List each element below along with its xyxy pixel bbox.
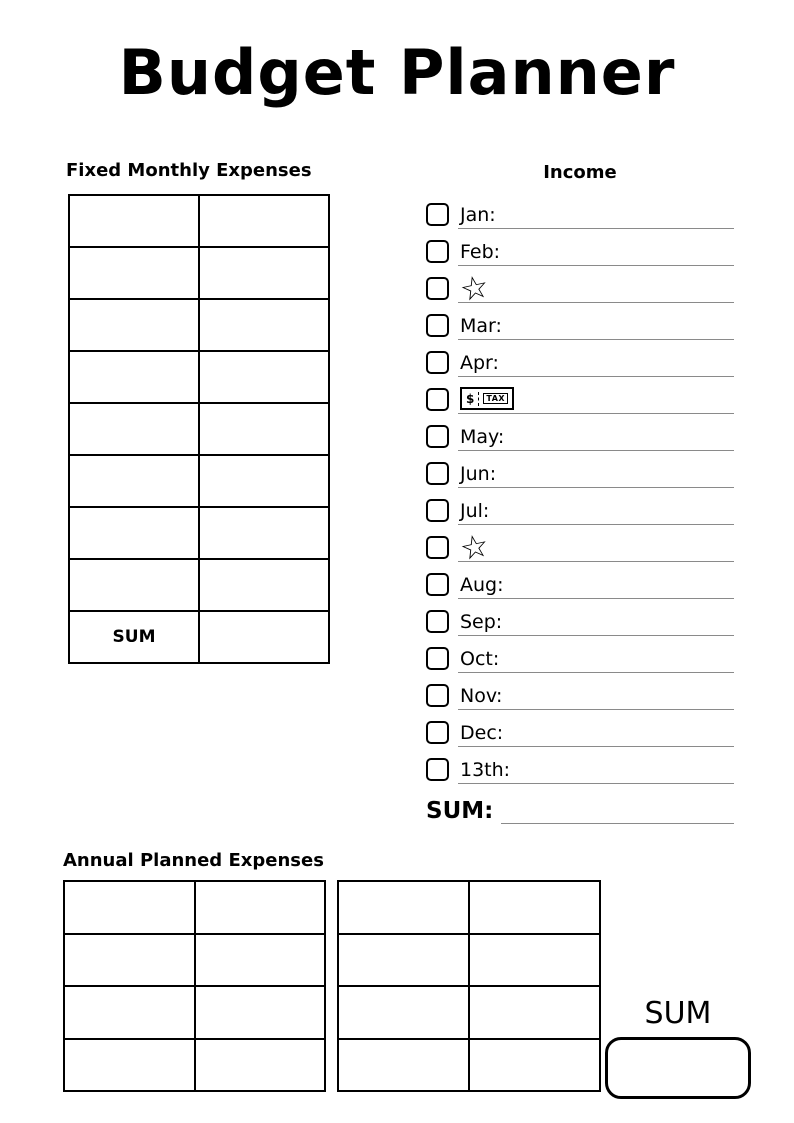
income-checkbox[interactable]: [426, 462, 449, 485]
income-field[interactable]: [458, 459, 734, 488]
income-sum-label: SUM:: [426, 798, 494, 824]
table-row: [339, 935, 599, 988]
income-row: [426, 525, 734, 569]
income-field[interactable]: [458, 681, 734, 710]
income-sum-field[interactable]: [501, 798, 734, 824]
table-cell[interactable]: [196, 1040, 325, 1091]
income-row: [426, 562, 734, 599]
table-cell[interactable]: [339, 987, 470, 1038]
table-cell[interactable]: [470, 935, 599, 986]
fixed-sum-label-cell: SUM: [70, 612, 200, 662]
table-cell[interactable]: [70, 300, 200, 350]
table-row: [65, 987, 324, 1040]
income-field[interactable]: [458, 422, 734, 451]
table-row: [339, 882, 599, 935]
table-cell[interactable]: [200, 196, 328, 246]
table-row: [65, 1040, 324, 1091]
income-month-label: Feb:: [460, 241, 501, 263]
income-field[interactable]: [458, 644, 734, 673]
income-field[interactable]: [458, 755, 734, 784]
income-row: [426, 599, 734, 636]
income-field[interactable]: [458, 311, 734, 340]
income-section: [426, 192, 734, 824]
income-row: [426, 229, 734, 266]
table-cell[interactable]: [339, 882, 470, 933]
income-checkbox[interactable]: [426, 536, 449, 559]
income-checkbox[interactable]: [426, 610, 449, 633]
table-cell[interactable]: [470, 882, 599, 933]
table-cell[interactable]: [196, 882, 325, 933]
income-month-label: Sep:: [460, 611, 503, 633]
fixed-expenses-table: [68, 194, 330, 664]
table-row: [65, 935, 324, 988]
income-field[interactable]: [458, 237, 734, 266]
income-row: [426, 451, 734, 488]
table-row: [70, 404, 328, 456]
income-heading: Income: [543, 162, 617, 183]
income-month-label: Jan:: [460, 204, 496, 226]
income-row: [426, 488, 734, 525]
table-row: [70, 508, 328, 560]
income-checkbox[interactable]: [426, 277, 449, 300]
table-row: [70, 196, 328, 248]
table-row: [65, 882, 324, 935]
table-cell[interactable]: [200, 508, 328, 558]
income-checkbox[interactable]: [426, 240, 449, 263]
income-field[interactable]: [458, 385, 734, 414]
income-checkbox[interactable]: [426, 314, 449, 337]
star-icon: ☆: [456, 266, 493, 310]
income-checkbox[interactable]: [426, 425, 449, 448]
tax-stamp-label: TAX: [483, 393, 508, 404]
table-cell[interactable]: [70, 196, 200, 246]
table-cell[interactable]: [339, 935, 470, 986]
income-row: [426, 710, 734, 747]
income-row: [426, 266, 734, 310]
income-month-label: Jun:: [460, 463, 497, 485]
income-field[interactable]: [458, 348, 734, 377]
table-cell[interactable]: [200, 404, 328, 454]
income-field[interactable]: [458, 496, 734, 525]
annual-expenses-heading: Annual Planned Expenses: [63, 850, 324, 871]
annual-expenses-table-left: [63, 880, 326, 1092]
annual-sum-box[interactable]: [605, 1037, 751, 1099]
annual-sum-label: SUM: [644, 996, 712, 1031]
income-field[interactable]: [458, 718, 734, 747]
table-row: [70, 612, 328, 662]
table-row: [70, 560, 328, 612]
income-row: [426, 377, 734, 414]
table-cell[interactable]: [70, 560, 200, 610]
income-month-label: Oct:: [460, 648, 500, 670]
income-checkbox[interactable]: [426, 499, 449, 522]
table-cell[interactable]: [65, 935, 196, 986]
income-sum-row: [426, 792, 734, 824]
income-row: [426, 414, 734, 451]
table-cell[interactable]: [196, 987, 325, 1038]
table-cell[interactable]: [470, 987, 599, 1038]
income-checkbox[interactable]: [426, 203, 449, 226]
income-month-label: Nov:: [460, 685, 503, 707]
income-checkbox[interactable]: [426, 351, 449, 374]
table-row: [70, 456, 328, 508]
income-rows: [426, 192, 734, 784]
income-row: [426, 303, 734, 340]
table-cell[interactable]: [200, 352, 328, 402]
table-cell[interactable]: [339, 1040, 470, 1091]
table-cell[interactable]: [200, 248, 328, 298]
table-cell[interactable]: [70, 248, 200, 298]
income-month-label: Aug:: [460, 574, 504, 596]
table-cell[interactable]: [200, 456, 328, 506]
income-field[interactable]: [456, 525, 734, 569]
income-row: [426, 192, 734, 229]
income-checkbox[interactable]: [426, 647, 449, 670]
income-month-label: Mar:: [460, 315, 502, 337]
star-icon: ☆: [456, 525, 493, 569]
income-field[interactable]: [458, 570, 734, 599]
page-title: Budget Planner: [118, 36, 676, 109]
table-cell[interactable]: [470, 1040, 599, 1091]
annual-expenses-table-right: [337, 880, 601, 1092]
table-row: [70, 248, 328, 300]
income-month-label: Dec:: [460, 722, 504, 744]
table-row: [339, 1040, 599, 1091]
fixed-expenses-heading: Fixed Monthly Expenses: [66, 160, 312, 181]
income-row: [426, 340, 734, 377]
table-row: [339, 987, 599, 1040]
table-row: [70, 352, 328, 404]
table-cell[interactable]: [70, 352, 200, 402]
dollar-sign-icon: $: [466, 392, 479, 406]
income-row: [426, 673, 734, 710]
table-cell[interactable]: [200, 300, 328, 350]
tax-check-icon: [460, 387, 514, 410]
table-cell[interactable]: [70, 508, 200, 558]
income-checkbox[interactable]: [426, 758, 449, 781]
table-cell[interactable]: [65, 987, 196, 1038]
table-cell[interactable]: [70, 404, 200, 454]
income-month-label: Jul:: [460, 500, 490, 522]
table-cell[interactable]: [70, 456, 200, 506]
income-month-label: May:: [460, 426, 505, 448]
income-checkbox[interactable]: [426, 684, 449, 707]
income-month-label: Apr:: [460, 352, 499, 374]
income-row: [426, 747, 734, 784]
income-checkbox[interactable]: [426, 573, 449, 596]
table-cell[interactable]: [65, 882, 196, 933]
table-cell[interactable]: [196, 935, 325, 986]
income-field[interactable]: [458, 607, 734, 636]
income-field[interactable]: [458, 200, 734, 229]
table-cell[interactable]: [65, 1040, 196, 1091]
income-field[interactable]: [456, 266, 734, 310]
income-checkbox[interactable]: [426, 388, 449, 411]
table-cell[interactable]: [200, 560, 328, 610]
income-checkbox[interactable]: [426, 721, 449, 744]
table-row: [70, 300, 328, 352]
income-month-label: 13th:: [460, 759, 511, 781]
table-cell[interactable]: [200, 612, 328, 662]
income-row: [426, 636, 734, 673]
